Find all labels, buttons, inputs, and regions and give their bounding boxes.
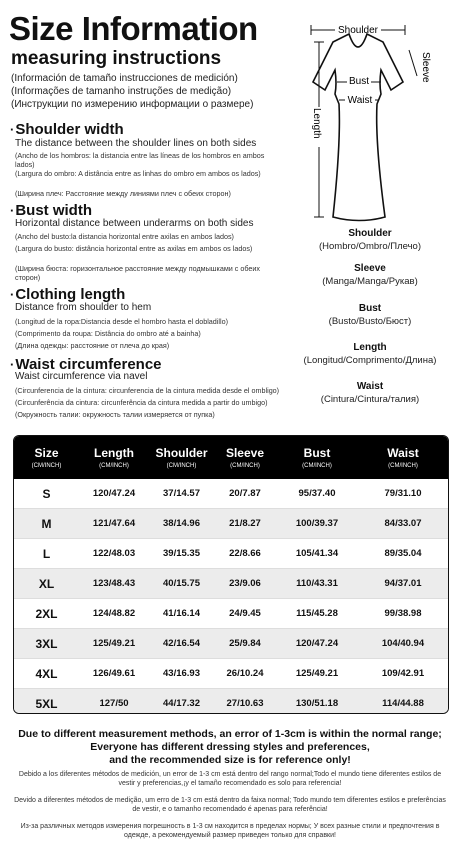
cell-bust: 100/39.37 [295, 518, 339, 529]
cell-waist: 84/33.07 [384, 518, 422, 529]
legend-tr: (Cintura/Cintura/талия) [320, 394, 420, 405]
column-header-length: Length (CM/INCH) [94, 446, 134, 469]
cell-shoulder: 43/16.93 [163, 668, 200, 679]
section-translation: (Ширина плеч: Расстояние между линиями плеч с обеих сторон) [15, 189, 231, 198]
legend-en: Sleeve [354, 263, 386, 274]
column-header-sleeve: Sleeve (CM/INCH) [225, 446, 265, 469]
cell-size: 4XL [35, 666, 58, 681]
section-heading-bust [10, 202, 92, 219]
diagram-label-shoulder: Shoulder [337, 25, 379, 36]
cell-length: 120/47.24 [92, 488, 136, 499]
legend-tr: (Longitud/Comprimento/Длина) [303, 355, 437, 366]
cell-waist: 114/44.88 [382, 698, 424, 709]
cell-bust: 95/37.40 [298, 488, 336, 499]
cell-sleeve: 24/9.45 [229, 608, 261, 619]
column-header-waist: Waist (CM/INCH) [387, 446, 419, 469]
section-heading-shoulder [10, 121, 124, 138]
cell-sleeve: 22/8.66 [229, 548, 261, 559]
table-row [14, 569, 448, 599]
cell-shoulder: 42/16.54 [163, 638, 200, 649]
legend-length [290, 342, 450, 366]
section-description-shoulder: The distance between the shoulder lines on both sides [15, 138, 257, 149]
cell-size: XL [38, 576, 55, 591]
legend-tr: (Manga/Manga/Рукав) [322, 276, 418, 287]
section-description-waist: Waist circumference via navel [15, 371, 148, 382]
legend-en: Length [353, 342, 387, 353]
cell-shoulder: 38/14.96 [163, 518, 200, 529]
table-row [14, 509, 448, 539]
section-translation: (Longitud de la ropa:Distancia desde el hombro hasta el dobladillo) [15, 317, 228, 326]
legend-tr: (Busto/Busto/Бюст) [328, 316, 412, 327]
sleeve-measure-line [409, 50, 417, 76]
cell-bust: 110/43.31 [296, 578, 338, 589]
table-row [14, 629, 448, 659]
cell-waist: 89/35.04 [384, 548, 422, 559]
cell-sleeve: 20/7.87 [229, 488, 261, 499]
legend-sleeve [290, 263, 450, 287]
page-title: Size Information [9, 10, 258, 47]
table-row [14, 539, 448, 569]
disclaimer-pt: Devido a diferentes métodos de medição, um erro de 1-3 cm está dentro da faixa normal; Todo mundo tem diferentes estilos e preferências de vestir, e o tamanho recomendado é apenas para referência! [14, 797, 446, 813]
cell-size: 5XL [35, 696, 58, 711]
bullet-icon: · [10, 203, 15, 218]
section-translation: (Largura do ombro: A distância entre as linhas do ombro em ambos os lados) [15, 169, 261, 178]
diagram-label-waist: Waist [347, 95, 373, 106]
disclaimer-line: Everyone has different dressing styles and preferences, [90, 741, 370, 753]
cell-sleeve: 25/9.84 [229, 638, 261, 649]
diagram-label-sleeve: Sleeve [420, 52, 431, 83]
column-header-bust: Bust (CM/INCH) [302, 446, 332, 469]
size-table [13, 435, 449, 714]
cell-waist: 94/37.01 [384, 578, 422, 589]
cell-sleeve: 21/8.27 [229, 518, 261, 529]
legend-tr: (Hombro/Ombro/Плечо) [319, 241, 421, 252]
cell-waist: 79/31.10 [384, 488, 422, 499]
diagram-label-bust: Bust [348, 76, 370, 87]
cell-shoulder: 39/15.35 [163, 548, 200, 559]
section-translation: (Длина одежды: расстояние от плеча до края) [15, 341, 170, 350]
disclaimer-line: and the recommended size is for reference only! [109, 754, 351, 766]
cell-waist: 104/40.94 [381, 638, 425, 649]
cell-size: S [42, 486, 51, 501]
cell-bust: 125/49.21 [295, 668, 339, 679]
disclaimer-ru: Из-за различных методов измерения погрешность в 1-3 см находится в пределах нормы; У всех разные стили и предпочтения в одежде, а рекомендуемый размер приведен только для справки! [20, 823, 440, 839]
section-heading-text: Shoulder width [15, 121, 124, 138]
cell-sleeve: 23/9.06 [229, 578, 261, 589]
header-translation-es: (Información de tamaño instrucciones de medición) [11, 73, 238, 84]
cell-bust: 105/41.34 [295, 548, 339, 559]
section-heading-length [10, 286, 125, 303]
section-heading-text: Waist circumference [15, 356, 162, 373]
cell-waist: 99/38.98 [384, 608, 422, 619]
section-translation: (Ancho del busto:la distancia horizontal entre axilas en ambos lados) [15, 232, 234, 241]
dress-outline [313, 34, 403, 221]
section-description-bust: Horizontal distance between underarms on both sides [15, 218, 254, 229]
disclaimer-line: Due to different measurement methods, an error of 1-3cm is within the normal range; [18, 728, 442, 740]
cell-sleeve: 27/10.63 [226, 698, 264, 709]
legend-en: Shoulder [348, 228, 392, 239]
cell-waist: 109/42.91 [381, 668, 425, 679]
section-translation: (Ancho de los hombros: la distancia entre las líneas de los hombros en ambos lados) [15, 151, 265, 169]
legend-bust [290, 303, 450, 327]
section-heading-text: Clothing length [15, 286, 126, 303]
table-row [14, 479, 448, 509]
section-translation: (Circunferência da cintura: circunferência da cintura medida a partir do umbigo) [15, 398, 268, 407]
cell-length: 122/48.03 [92, 548, 136, 559]
cell-shoulder: 41/16.14 [163, 608, 200, 619]
header-translation-ru: (Инструкции по измерению информации о размере) [11, 99, 254, 110]
diagram-label-length: Length [311, 108, 322, 139]
cell-bust: 115/45.28 [296, 608, 338, 619]
cell-shoulder: 37/14.57 [163, 488, 200, 499]
table-row [14, 689, 448, 714]
column-header-size: Size (CM/INCH) [31, 446, 62, 469]
cell-length: 121/47.64 [92, 518, 136, 529]
cell-length: 123/48.43 [92, 578, 136, 589]
disclaimer-en [10, 728, 450, 767]
section-translation: (Circunferencia de la cintura: circunferencia de la cintura medida desde el ombligo) [15, 386, 280, 395]
page-subtitle: measuring instructions [11, 48, 222, 69]
legend-en: Bust [358, 303, 382, 314]
cell-bust: 130/51.18 [295, 698, 339, 709]
cell-length: 124/48.82 [92, 608, 136, 619]
cell-length: 126/49.61 [92, 668, 136, 679]
section-heading-text: Bust width [15, 202, 92, 219]
cell-length: 127/50 [99, 698, 129, 709]
header-translation-pt: (Informações de tamanho instruções de medição) [11, 86, 232, 97]
legend-en: Waist [356, 381, 384, 392]
table-row [14, 599, 448, 629]
section-translation: (Ширина бюста: горизонтальное расстояние между подмышками с обеих сторон) [15, 264, 261, 282]
cell-sleeve: 26/10.24 [226, 668, 264, 679]
cell-size: 3XL [35, 636, 58, 651]
bullet-icon: · [10, 287, 15, 302]
section-translation: (Comprimento da roupa: Distância do ombro até a bainha) [15, 329, 201, 338]
section-translation: (Окружность талии: окружность талии измеряется от пупка) [15, 410, 215, 419]
cell-shoulder: 40/15.75 [163, 578, 200, 589]
cell-length: 125/49.21 [92, 638, 136, 649]
table-header [14, 436, 448, 479]
section-translation: (Largura do busto: distância horizontal entre as axilas em ambos os lados) [15, 244, 253, 253]
disclaimer-es: Debido a los diferentes métodos de medición, un error de 1-3 cm está dentro del rango normal;Todo el mundo tiene diferentes estilos de vestir y preferencias,¡y el tamaño recomendado es solo para referencia! [18, 771, 442, 787]
cell-shoulder: 44/17.32 [163, 698, 200, 709]
cell-size: M [41, 516, 52, 531]
cell-size: 2XL [35, 606, 58, 621]
table-row [14, 659, 448, 689]
column-header-shoulder: Shoulder (CM/INCH) [155, 446, 208, 469]
legend-waist [290, 381, 450, 405]
cell-bust: 120/47.24 [295, 638, 339, 649]
bullet-icon: · [10, 122, 15, 137]
legend-shoulder [290, 228, 450, 252]
section-description-length: Distance from shoulder to hem [15, 302, 152, 313]
bullet-icon: · [10, 357, 15, 372]
dress-diagram [305, 12, 455, 230]
cell-size: L [42, 546, 51, 561]
